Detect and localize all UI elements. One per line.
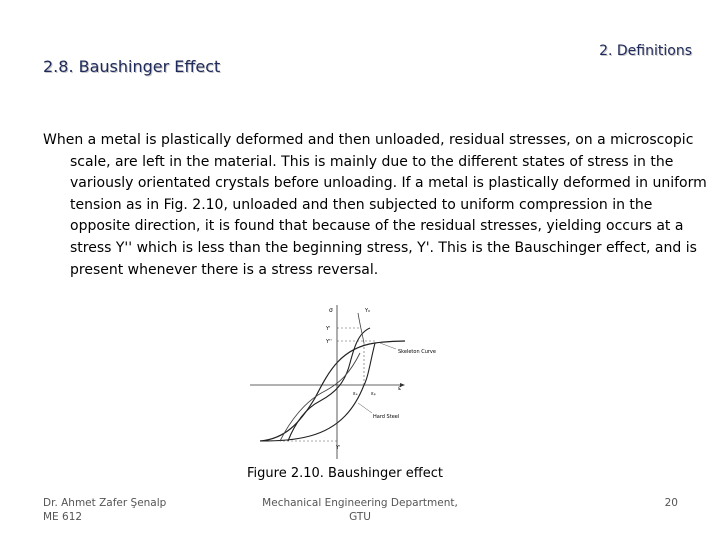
body-paragraph: When a metal is plastically deformed and then unloaded, residual stresses, on a microscopic scale, are left in the material. This is mainly due to the different states of stress in the variously orientated crystals before unloading. If a metal is plastically deformed in uniform tension as in Fig. 2.10, unloaded and then subjected to uniform compression in the opposite direction, it is found that because of the residual stresses, yielding occurs at a stress Y'' which is less than the beginning stress, Y'. This is the Bauschinger effect, and is present whenever there is a stress reversal. (43, 132, 707, 278)
chapter-title: 2. Definitions (599, 43, 692, 59)
y1-label: Y' (326, 326, 331, 332)
footer-university: GTU (349, 511, 371, 523)
eps-p-label: εₚ (371, 391, 376, 397)
leader-line (380, 343, 396, 349)
hard-steel-label: Hard Steel (373, 414, 400, 420)
eps-s-label: εₛ (353, 391, 358, 397)
footer-department: Mechanical Engineering Department, (262, 497, 458, 509)
footer-department-block (250, 496, 470, 524)
footer-author-block (43, 496, 166, 524)
bauschinger-figure (240, 303, 450, 463)
leader-line (358, 403, 372, 413)
figure-caption: Figure 2.10. Baushinger effect (247, 466, 443, 481)
footer-author: Dr. Ahmet Zafer Şenalp (43, 497, 167, 509)
footer-course: ME 612 (43, 511, 83, 523)
page-number: 20 (664, 497, 678, 509)
skeleton-curve-label: Skeleton Curve (398, 349, 436, 355)
eps-axis-label: ε (398, 385, 402, 392)
sigma-axis-label: σ (329, 307, 333, 314)
yield-top-label: Y₀ (365, 308, 371, 314)
hysteresis-diagram (240, 303, 450, 463)
yc-label: Y' (336, 445, 341, 451)
section-title: 2.8. Baushinger Effect (43, 57, 221, 76)
y2-label: Y'' (326, 339, 332, 345)
